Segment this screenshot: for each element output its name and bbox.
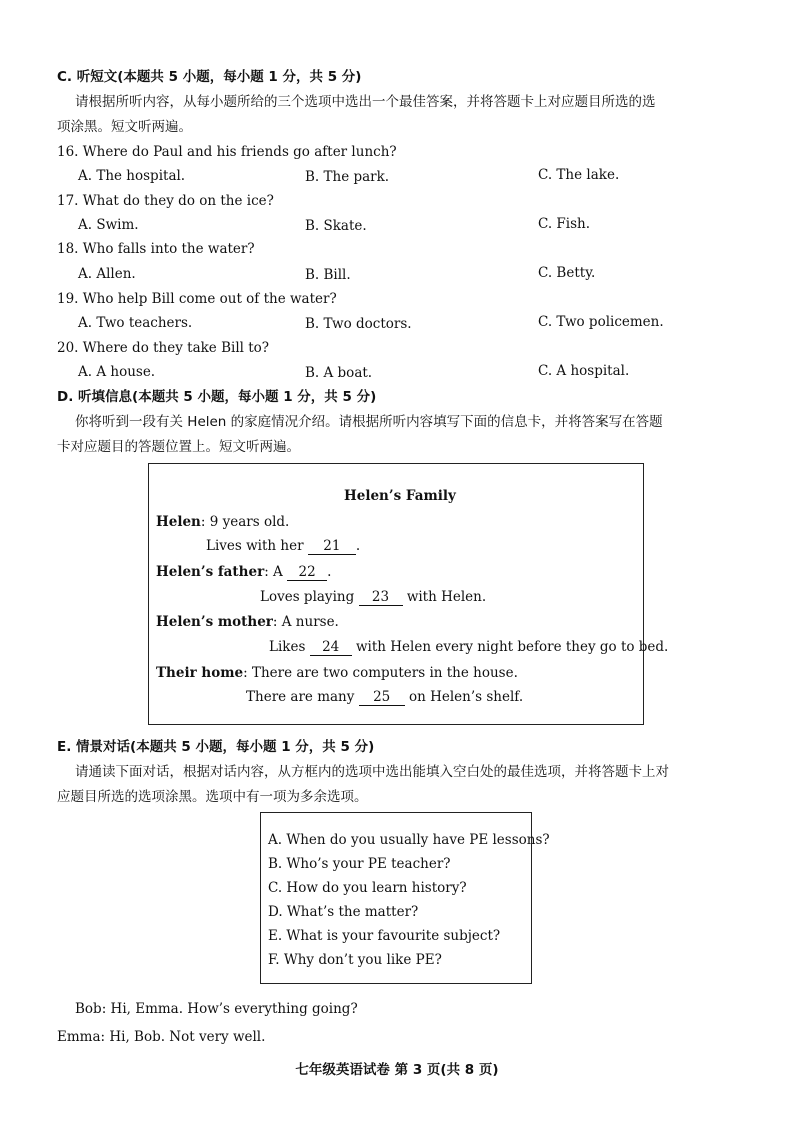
likes-tail: with Helen every night before they go to bed. <box>355 639 669 655</box>
father-label: Helen’s father <box>156 564 265 580</box>
question-18-option-a: A. Allen. <box>78 266 136 282</box>
home-computers: : There are two computers in the house. <box>243 665 518 681</box>
father-a: : A <box>264 564 283 580</box>
info-card-loves-row <box>260 588 486 606</box>
question-16-option-c: C. The lake. <box>538 167 620 183</box>
lives-with-label: Lives with her <box>206 538 304 554</box>
info-card-title: Helen’s Family <box>344 488 456 504</box>
page-footer: 七年级英语试卷 第 3 页(共 8 页) <box>295 1062 499 1078</box>
option-a: A. When do you usually have PE lessons? <box>268 832 550 848</box>
many-label: There are many <box>246 689 355 705</box>
info-card-mother-row <box>156 613 339 631</box>
section-c-instruction-line2: 项涂黑。短文听两遍。 <box>57 119 192 135</box>
section-e-header: E. 情景对话(本题共 5 小题，每小题 1 分，共 5 分) <box>57 739 375 755</box>
info-card-father-row <box>156 563 331 581</box>
dialog-line-bob <box>75 1000 358 1018</box>
mother-job: : A nurse. <box>272 614 339 630</box>
section-e-instruction-line2: 应题目所选的选项涂黑。选项中有一项为多余选项。 <box>57 789 368 805</box>
blank-21: 21 <box>308 538 356 555</box>
father-period: . <box>327 564 332 580</box>
section-c-header: C. 听短文(本题共 5 小题，每小题 1 分，共 5 分) <box>57 69 362 85</box>
helen-label: Helen <box>156 514 201 530</box>
section-e-instruction-line1: 请通读下面对话，根据对话内容，从方框内的选项中选出能填入空白处的最佳选项，并将答题卡上对 <box>75 764 669 780</box>
dialog-line-emma <box>57 1028 265 1046</box>
section-c-instruction-line1: 请根据所听内容，从每小题所给的三个选项中选出一个最佳答案，并将答题卡上对应题目所选的选 <box>75 94 656 110</box>
info-card-lives-row <box>206 537 360 555</box>
section-d-instruction-line1: 你将听到一段有关 Helen 的家庭情况介绍。请根据所听内容填写下面的信息卡，并将答案写在答题 <box>75 414 663 430</box>
section-d-instruction-line2: 卡对应题目的答题位置上。短文听两遍。 <box>57 439 300 455</box>
question-20-option-b: B. A boat. <box>305 365 373 381</box>
likes-label: Likes <box>269 639 306 655</box>
question-19: 19. Who help Bill come out of the water? <box>57 291 337 307</box>
many-tail: on Helen’s shelf. <box>408 689 524 705</box>
loves-playing-tail: with Helen. <box>406 589 487 605</box>
dialog-speaker-emma: Emma <box>57 1029 101 1045</box>
helen-age: : 9 years old. <box>200 514 290 530</box>
loves-playing-label: Loves playing <box>260 589 355 605</box>
dialog-text-bob: : Hi, Emma. How’s everything going? <box>101 1001 358 1017</box>
question-20-option-a: A. A house. <box>78 364 156 380</box>
option-e: E. What is your favourite subject? <box>268 928 501 944</box>
mother-label: Helen’s mother <box>156 614 273 630</box>
dialog-text-emma: : Hi, Bob. Not very well. <box>100 1029 266 1045</box>
question-19-option-b: B. Two doctors. <box>305 316 412 332</box>
question-17: 17. What do they do on the ice? <box>57 193 274 209</box>
info-card-likes-row <box>269 638 668 656</box>
question-17-option-a: A. Swim. <box>78 217 139 233</box>
option-d: D. What’s the matter? <box>268 904 419 920</box>
question-16-option-a: A. The hospital. <box>78 168 186 184</box>
blank-24: 24 <box>310 639 352 656</box>
question-19-option-a: A. Two teachers. <box>78 315 193 331</box>
info-card-many-row <box>246 688 523 706</box>
question-17-option-b: B. Skate. <box>305 218 367 234</box>
section-d-header: D. 听填信息(本题共 5 小题，每小题 1 分，共 5 分) <box>57 389 377 405</box>
question-19-option-c: C. Two policemen. <box>538 314 664 330</box>
lives-with-period: . <box>355 538 361 554</box>
question-18: 18. Who falls into the water? <box>57 241 255 257</box>
blank-22: 22 <box>287 564 327 581</box>
option-b: B. Who’s your PE teacher? <box>268 856 451 872</box>
question-18-option-b: B. Bill. <box>305 267 351 283</box>
question-20-option-c: C. A hospital. <box>538 363 630 379</box>
blank-25: 25 <box>359 689 405 706</box>
option-f: F. Why don’t you like PE? <box>268 952 442 968</box>
home-label: Their home <box>156 665 244 681</box>
info-card-helen-row <box>156 513 289 531</box>
question-16-option-b: B. The park. <box>305 169 390 185</box>
dialog-speaker-bob: Bob <box>75 1001 102 1017</box>
info-card-home-row <box>156 664 518 682</box>
question-16: 16. Where do Paul and his friends go after lunch? <box>57 144 397 160</box>
question-18-option-c: C. Betty. <box>538 265 596 281</box>
question-20: 20. Where do they take Bill to? <box>57 340 270 356</box>
blank-23: 23 <box>359 589 403 606</box>
option-c: C. How do you learn history? <box>268 880 467 896</box>
question-17-option-c: C. Fish. <box>538 216 591 232</box>
